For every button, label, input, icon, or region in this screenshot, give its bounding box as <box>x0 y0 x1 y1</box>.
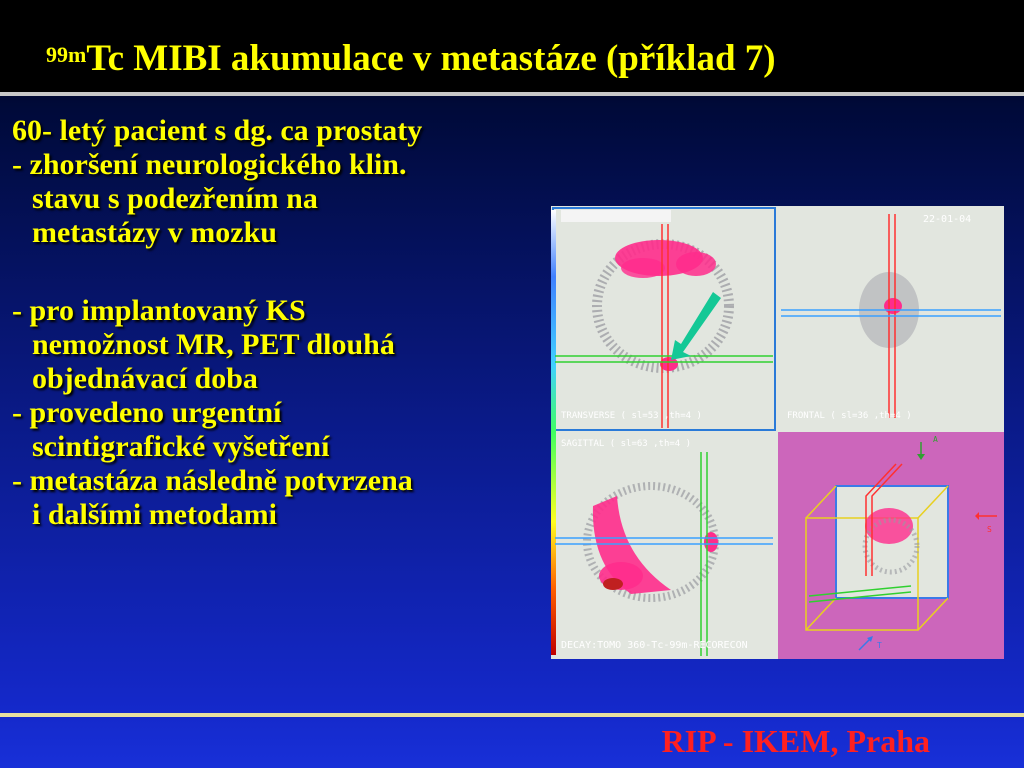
paragraph-gap <box>12 250 562 294</box>
spect-scan-image <box>551 206 1004 659</box>
list-item-text: zhoršení neurologického klin. <box>29 148 407 181</box>
list-item-continuation: stavu s podezřením na <box>32 182 318 215</box>
sagittal-label: SAGITTAL ( sl=63 ,th=4 ) <box>561 439 692 449</box>
list-item <box>12 396 562 430</box>
list-item-continuation: objednávací doba <box>32 362 258 395</box>
frontal-label: FRONTAL ( sl=36 ,th=4 ) <box>787 411 912 421</box>
footer-institution: RIP - IKEM, Praha <box>661 723 930 759</box>
list-item-text: metastáza následně potvrzena <box>29 464 413 497</box>
axis-a-label: A <box>933 435 938 444</box>
list-item-continuation: metastázy v mozku <box>32 216 277 249</box>
case-description <box>12 114 562 532</box>
list-item <box>12 148 562 182</box>
transverse-label: TRANSVERSE ( sl=53 ,th=4 ) <box>561 411 702 421</box>
list-item <box>12 464 562 498</box>
bullet-dash: - <box>12 464 22 497</box>
decay-label: DECAY:TOMO 360-Tc-99m-RECORECON <box>561 640 748 651</box>
bullet-dash: - <box>12 294 22 327</box>
bullet-dash: - <box>12 148 22 181</box>
title-text: Tc MIBI akumulace v metastáze (příklad 7) <box>86 38 776 79</box>
slide-title <box>46 38 776 80</box>
scan-date: 22-01-04 <box>923 214 972 225</box>
list-item-text: pro implantovaný KS <box>29 294 306 327</box>
color-scale-bar <box>551 210 556 655</box>
title-divider <box>0 92 1024 96</box>
scan-panels <box>551 206 1004 659</box>
bullet-dash: - <box>12 396 22 429</box>
list-item-continuation: nemožnost MR, PET dlouhá <box>32 328 395 361</box>
list-item-continuation: scintigrafické vyšetření <box>32 430 330 463</box>
list-item <box>12 294 562 328</box>
patient-line: 60- letý pacient s dg. ca prostaty <box>12 114 423 147</box>
list-item-continuation: i dalšími metodami <box>32 498 277 531</box>
list-item-text: provedeno urgentní <box>29 396 282 429</box>
axis-s-label: S <box>987 525 992 534</box>
footer-divider <box>0 713 1024 717</box>
title-isotope-superscript: 99m <box>46 42 87 67</box>
axis-t-label: T <box>877 641 882 650</box>
